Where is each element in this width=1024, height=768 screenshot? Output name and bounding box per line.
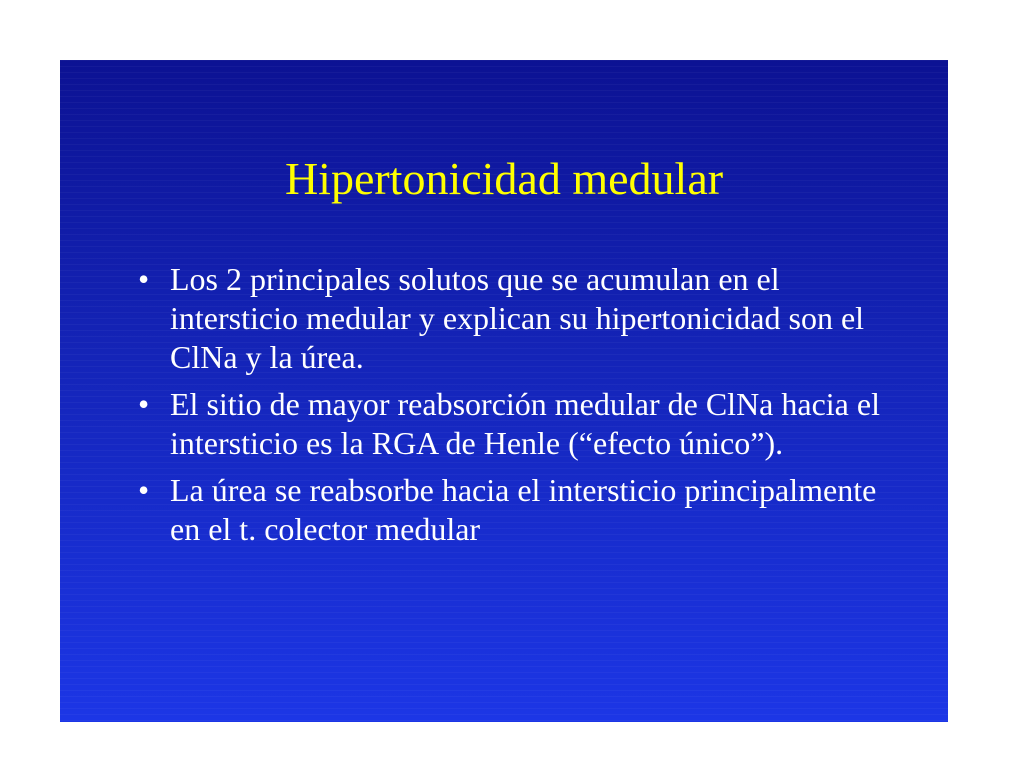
- bullet-dot-icon: •: [138, 261, 150, 297]
- bullet-dot-icon: •: [138, 386, 150, 422]
- slide: [60, 60, 948, 722]
- bullet-dot-icon: •: [138, 472, 150, 508]
- bullet-item: [138, 471, 898, 549]
- bullet-text: La úrea se reabsorbe hacia el intersticio principalmente en el t. colector medular: [170, 472, 877, 547]
- bullet-text: Los 2 principales solutos que se acumulan en el intersticio medular y explican su hipertonicidad son el ClNa y la úrea.: [170, 261, 865, 375]
- slide-title: Hipertonicidad medular: [284, 153, 724, 204]
- bullet-item: [138, 260, 898, 377]
- bullet-list: [138, 260, 898, 557]
- bullet-text: El sitio de mayor reabsorción medular de ClNa hacia el intersticio es la RGA de Henle (“efecto único”).: [170, 386, 880, 461]
- bullet-item: [138, 385, 898, 463]
